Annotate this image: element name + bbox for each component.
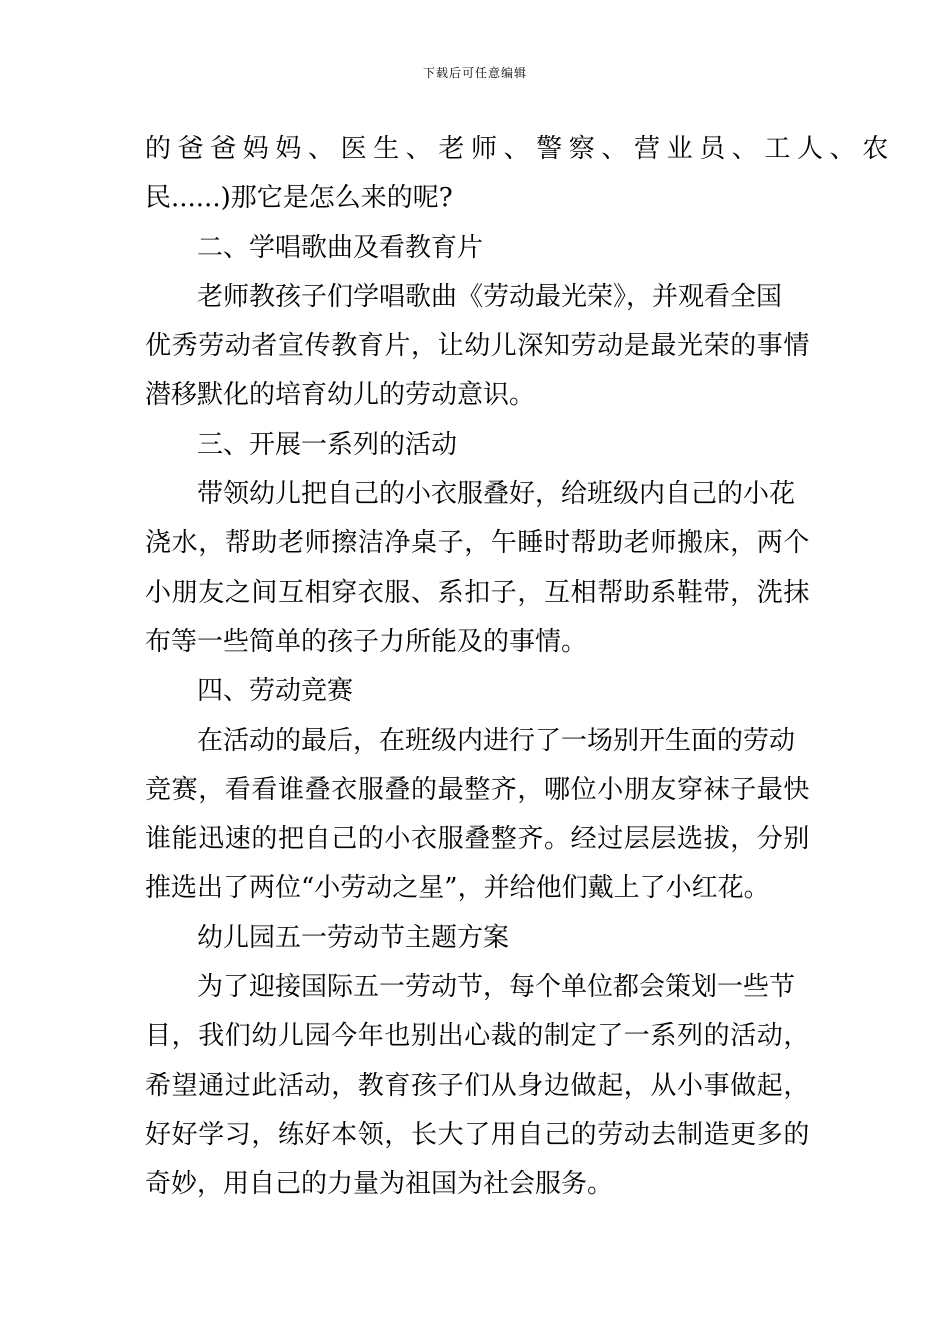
text-line: 推选出了两位“小劳动之星”，并给他们戴上了小红花。 xyxy=(145,873,770,904)
section-heading: 二、学唱歌曲及看教育片 xyxy=(197,232,484,263)
text-line: 目，我们幼儿园今年也别出心裁的制定了一系列的活动， xyxy=(145,1021,811,1052)
section-heading: 四、劳动竞赛 xyxy=(197,676,354,707)
paragraph-first-line: 老师教孩子们学唱歌曲《劳动最光荣》，并观看全国 xyxy=(197,281,783,312)
text-line: 浇水，帮助老师擦洁净桌子，午睡时帮助老师搬床，两个 xyxy=(145,528,811,559)
text-line: 潜移默化的培育幼儿的劳动意识。 xyxy=(145,380,536,411)
text-line: 小朋友之间互相穿衣服、系扣子，互相帮助系鞋带，洗抹 xyxy=(145,577,811,608)
text-line: 奇妙，用自己的力量为祖国为社会服务。 xyxy=(145,1169,614,1200)
paragraph-first-line: 带领幼儿把自己的小衣服叠好，给班级内自己的小花 xyxy=(197,479,796,510)
document-body xyxy=(145,125,895,1210)
text-line: 谁能迅速的把自己的小衣服叠整齐。经过层层选拔，分别 xyxy=(145,824,811,855)
text-line: 布等一些简单的孩子力所能及的事情。 xyxy=(145,626,588,657)
text-line: 竞赛，看看谁叠衣服叠的最整齐，哪位小朋友穿袜子最快 xyxy=(145,774,811,805)
text-line: 的爸爸妈妈、医生、老师、警察、营业员、工人、农 xyxy=(145,134,895,164)
section-heading: 三、开展一系列的活动 xyxy=(197,429,458,460)
section-heading: 幼儿园五一劳动节主题方案 xyxy=(197,922,510,953)
paragraph-first-line: 为了迎接国际五一劳动节，每个单位都会策划一些节 xyxy=(197,972,796,1003)
text-line: 民......)那它是怎么来的呢? xyxy=(145,183,453,214)
text-line: 好好学习，练好本领，长大了用自己的劳动去制造更多的 xyxy=(145,1119,811,1150)
text-line: 希望通过此活动，教育孩子们从身边做起，从小事做起， xyxy=(145,1070,811,1101)
text-line: 优秀劳动者宣传教育片，让幼儿深知劳动是最光荣的事情 xyxy=(145,331,811,362)
paragraph-first-line: 在活动的最后，在班级内进行了一场别开生面的劳动 xyxy=(197,725,796,756)
page-header: 下载后可任意编辑 xyxy=(422,66,527,80)
